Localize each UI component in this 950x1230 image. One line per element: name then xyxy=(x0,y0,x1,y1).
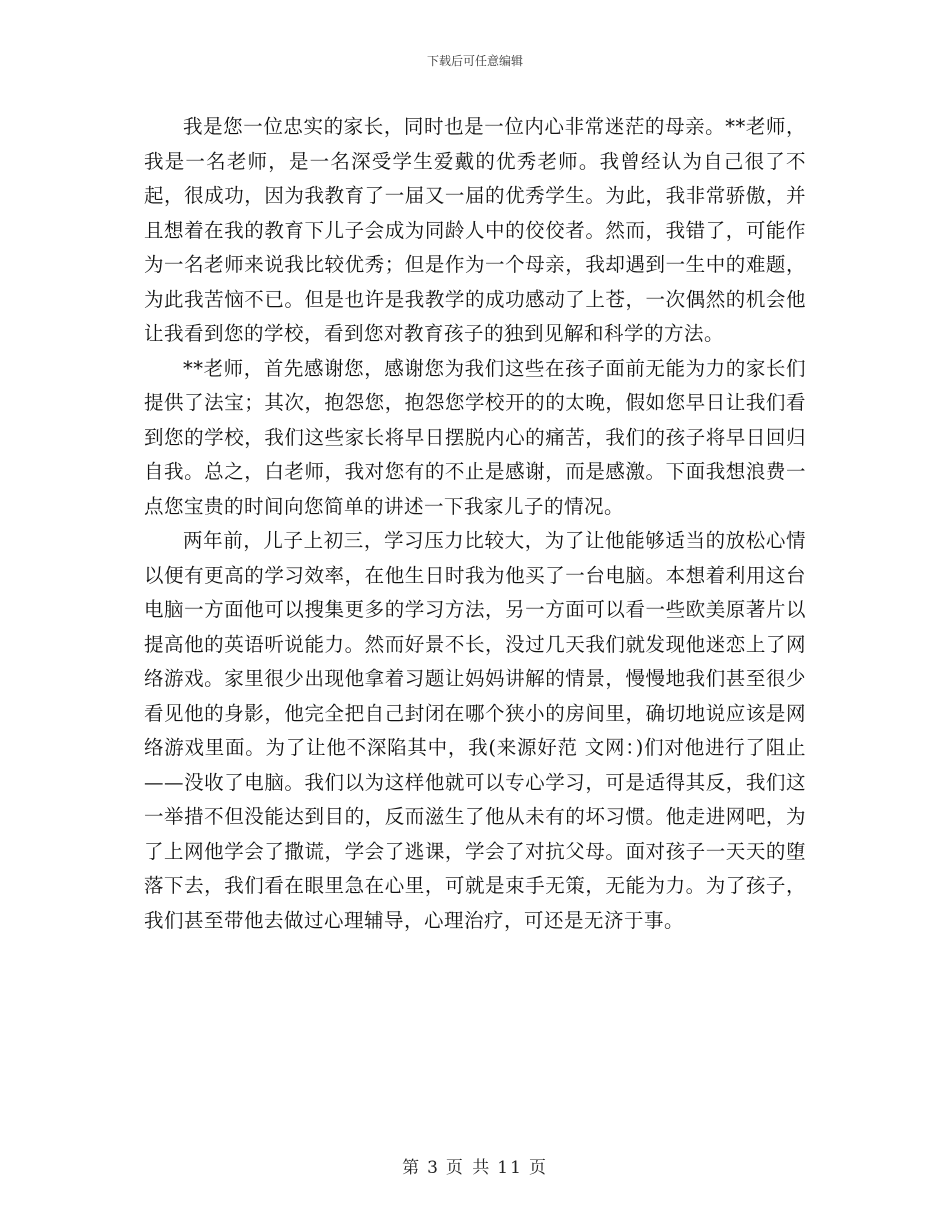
footer-middle: 页 共 xyxy=(445,1158,492,1178)
page-header: 下载后可任意编辑 xyxy=(426,54,523,68)
footer-current-page: 3 xyxy=(427,1158,440,1178)
paragraph-2: **老师，首先感谢您，感谢您为我们这些在孩子面前无能为力的家长们提供了法宝；其次，抱怨您，抱怨您学校开的的太晚，假如您早日让我们看到您的学校，我们这些家长将早日摆脱内心的痛苦，我们的孩子将早日回归自我。总之，白老师，我对您有的不止是感谢，而是感激。下面我想浪费一点您宝贵的时间向您简单的讲述一下我家儿子的情况。 xyxy=(144,356,806,518)
document-body xyxy=(144,110,806,938)
paragraph-1: 我是您一位忠实的家长，同时也是一位内心非常迷茫的母亲。**老师，我是一名老师，是一名深受学生爱戴的优秀老师。我曾经认为自己很了不起，很成功，因为我教育了一届又一届的优秀学生。为此，我非常骄傲，并且想着在我的教育下儿子会成为同龄人中的佼佼者。然而，我错了，可能作为一名老师来说我比较优秀；但是作为一个母亲，我却遇到一生中的难题，为此我苦恼不已。但是也许是我教学的成功感动了上苍，一次偶然的机会他让我看到您的学校，看到您对教育孩子的独到见解和科学的方法。 xyxy=(144,115,806,345)
paragraph-3: 两年前，儿子上初三，学习压力比较大，为了让他能够适当的放松心情以便有更高的学习效率，在他生日时我为他买了一台电脑。本想着利用这台电脑一方面他可以搜集更多的学习方法，另一方面可以看一些欧美原著片以提高他的英语听说能力。然而好景不长，没过几天我们就发现他迷恋上了网络游戏。家里很少出现他拿着习题让妈妈讲解的情景，慢慢地我们甚至很少看见他的身影，他完全把自己封闭在哪个狭小的房间里，确切地说应该是网络游戏里面。为了让他不深陷其中，我(来源好范 文网：)们对他进行了阻止——没收了电脑。我们以为这样他就可以专心学习，可是适得其反，我们这一举措不但没能达到目的，反而滋生了他从未有的坏习惯。他走进网吧，为了上网他学会了撒谎，学会了逃课，学会了对抗父母。面对孩子一天天的堕落下去，我们看在眼里急在心里，可就是束手无策，无能为力。为了孩子，我们甚至带他去做过心理辅导，心理治疗，可还是无济于事。 xyxy=(144,529,806,932)
footer-total-pages: 11 xyxy=(497,1158,523,1178)
footer-prefix: 第 xyxy=(402,1158,422,1178)
page-number-footer xyxy=(0,1153,950,1178)
footer-suffix: 页 xyxy=(528,1158,548,1178)
